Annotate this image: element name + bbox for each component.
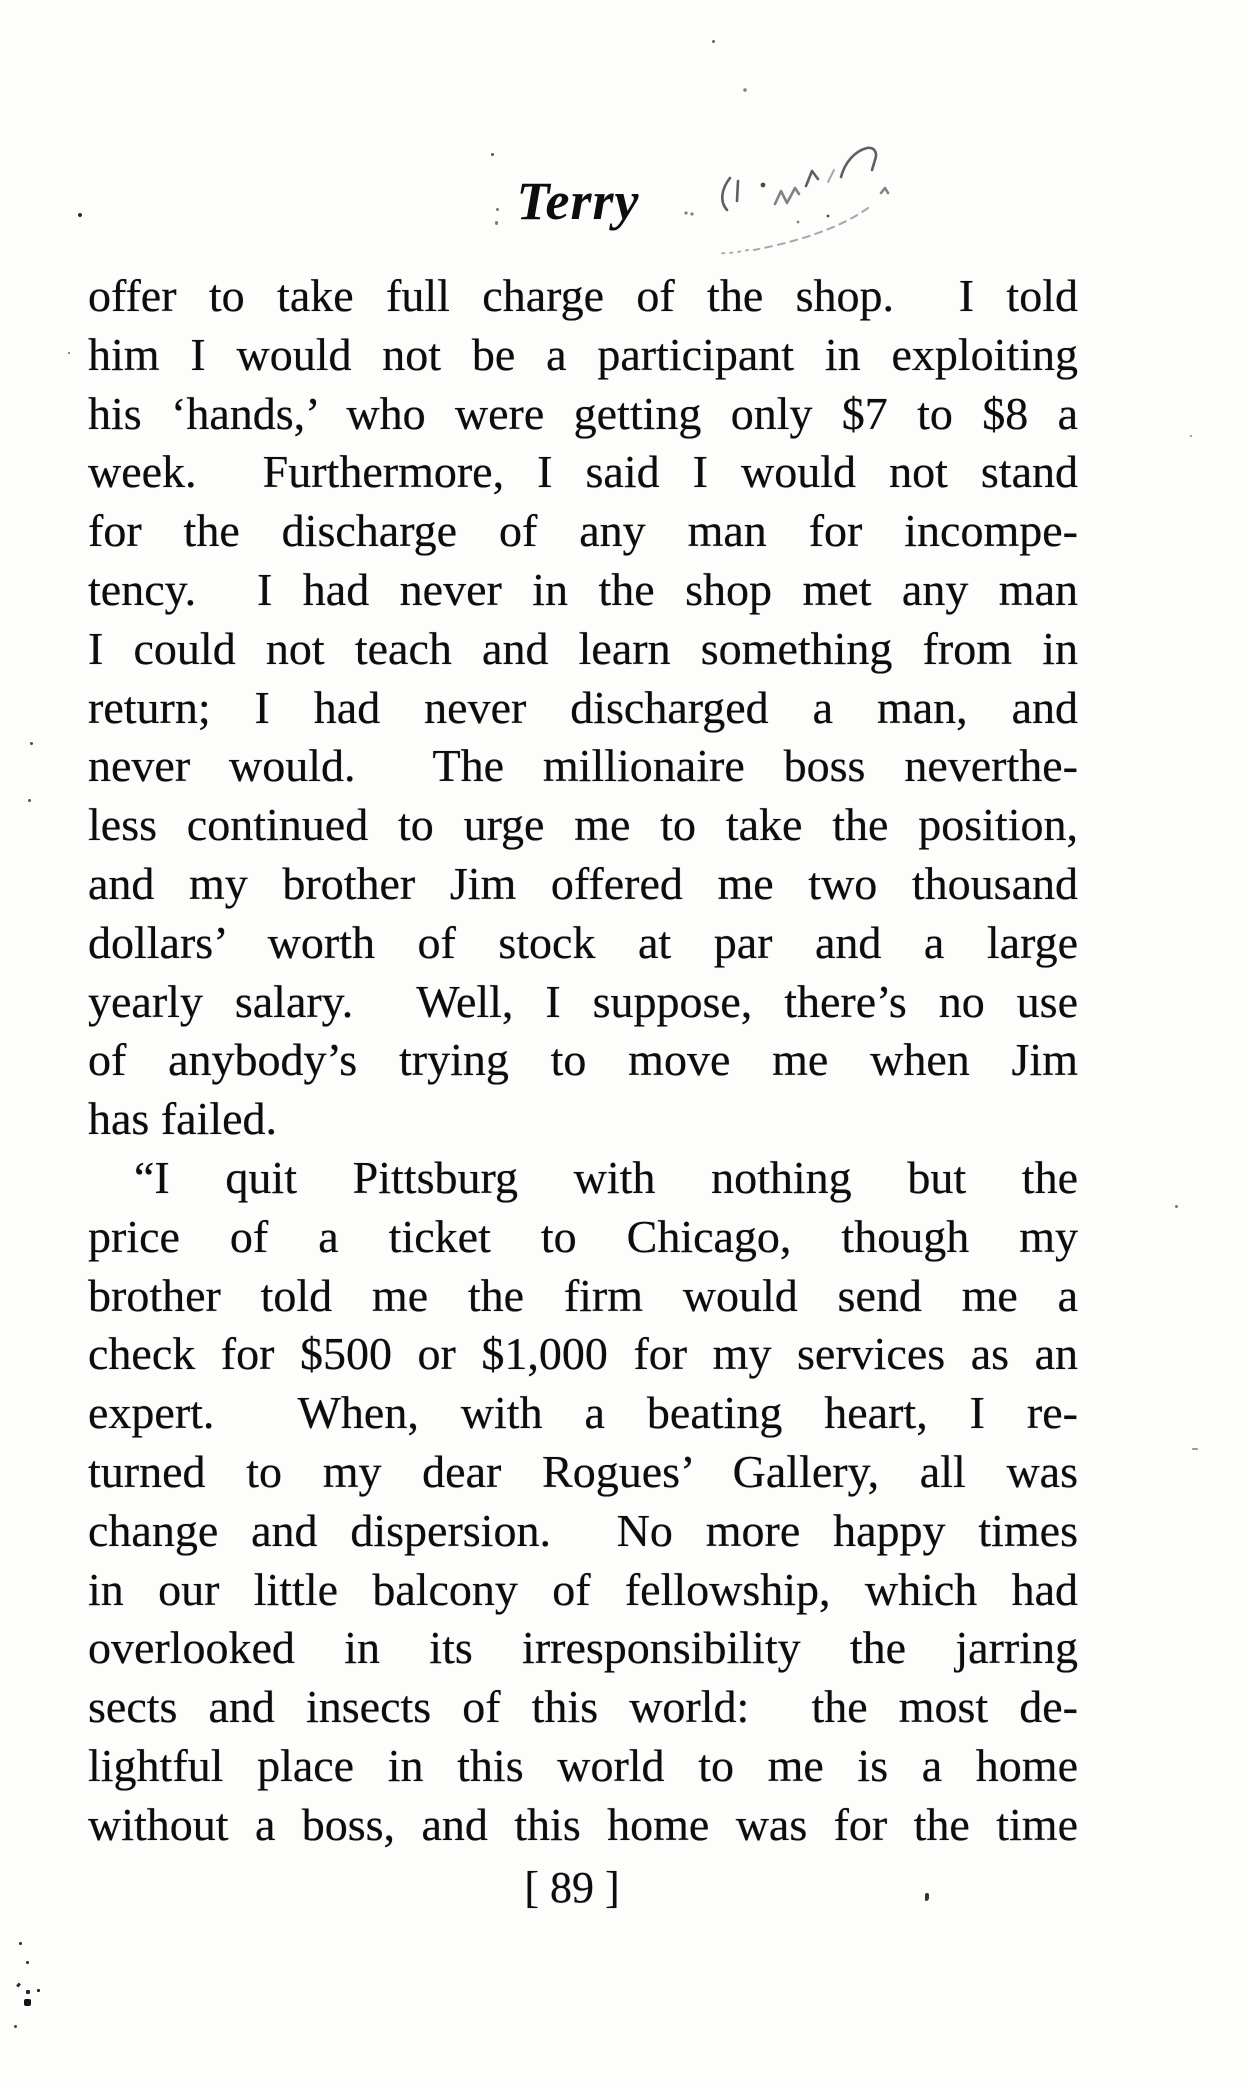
text-line: never would. The millionaire boss neverthe-: [88, 740, 1078, 792]
scan-speck: [495, 221, 498, 225]
page-title: Terry: [516, 171, 640, 231]
scan-speck: [712, 40, 715, 43]
scan-speck: [26, 1990, 30, 1994]
page-number: [ 89 ]: [524, 1863, 620, 1912]
scan-speck: [37, 1989, 40, 1992]
text-line: check for $500 or $1,000 for my services as an: [88, 1328, 1078, 1380]
text-line: him I would not be a participant in exploiting: [88, 328, 1078, 380]
scan-speck: [26, 1961, 29, 1964]
text-line: and my brother Jim offered me two thousand: [88, 857, 1078, 909]
scan-speck: [1190, 435, 1192, 437]
paragraph: [88, 267, 1078, 1149]
text-line: week. Furthermore, I said I would not stand: [88, 446, 1078, 498]
text-line: yearly salary. Well, I suppose, there’s no use: [88, 975, 1078, 1027]
text-line: in our little balcony of fellowship, which had: [88, 1563, 1078, 1615]
scan-speck: [1192, 1448, 1198, 1450]
text-line: has failed.: [88, 1093, 278, 1145]
scan-speck: [19, 1942, 22, 1945]
text-line: change and dispersion. No more happy times: [88, 1504, 1078, 1556]
text-line: lightful place in this world to me is a home: [88, 1739, 1078, 1791]
paragraph: [88, 1149, 1078, 1855]
scan-speck: [1175, 1205, 1178, 1208]
pencil-scribble: [678, 82, 898, 257]
scan-speck: [30, 742, 33, 745]
text-line: turned to my dear Rogues’ Gallery, all was: [88, 1445, 1078, 1497]
text-line: overlooked in its irresponsibility the jarring: [88, 1622, 1078, 1674]
page-body: [88, 267, 1078, 1855]
text-line: tency. I had never in the shop met any man: [88, 563, 1078, 615]
text-line: less continued to urge me to take the position,: [88, 799, 1078, 851]
text-line: sects and insects of this world: the most de-: [88, 1681, 1078, 1733]
scan-speck: [925, 1893, 929, 1901]
scan-speck: [491, 153, 494, 156]
scan-speck: [28, 799, 31, 802]
text-line: return; I had never discharged a man, and: [88, 681, 1078, 733]
text-line: I could not teach and learn something from in: [88, 622, 1078, 674]
scan-speck: [78, 213, 82, 217]
text-line: his ‘hands,’ who were getting only $7 to $8 a: [88, 387, 1078, 439]
scan-speck: [24, 1999, 31, 2006]
text-line: offer to take full charge of the shop. I told: [88, 270, 1078, 321]
scan-speck: [496, 208, 499, 211]
scan-speck: [16, 1983, 21, 1988]
text-line: “I quit Pittsburg with nothing but the: [134, 1151, 1078, 1203]
text-line: expert. When, with a beating heart, I re-: [88, 1387, 1078, 1439]
text-line: brother told me the firm would send me a: [88, 1269, 1078, 1321]
text-line: price of a ticket to Chicago, though my: [88, 1210, 1078, 1262]
text-line: without a boss, and this home was for the time: [88, 1798, 1078, 1850]
text-line: of anybody’s trying to move me when Jim: [88, 1034, 1078, 1086]
scan-speck: [68, 352, 70, 354]
text-line: for the discharge of any man for incompe-: [88, 505, 1078, 557]
text-line: dollars’ worth of stock at par and a large: [88, 916, 1078, 968]
scan-speck: [14, 2025, 17, 2028]
